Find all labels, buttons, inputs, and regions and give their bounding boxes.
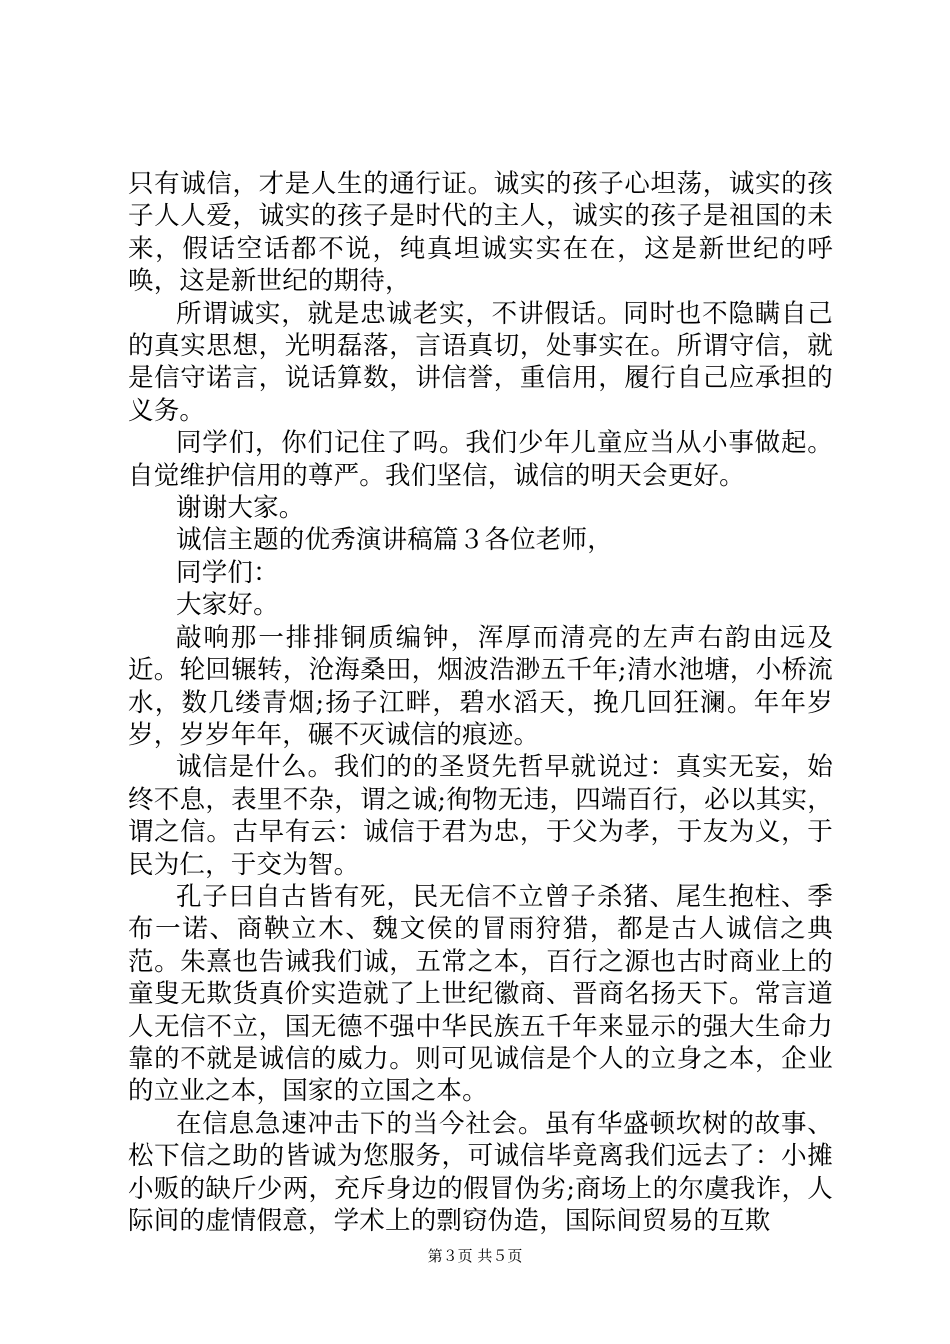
paragraph-10: 孔子曰自古皆有死，民无信不立曾子杀猪、尾生抱柱、季布一诺、商鞅立木、魏文侯的冒雨狩猎，都是古人诚信之典范。朱熹也告诫我们诚，五常之本，百行之源也古时商业上的童叟无欺货真价实造就了上世纪徽商、晋商名扬天下。常言道人无信不立，国无德不强中华民族五千年来显示的强大生命力靠的不就是诚信的威力。则可见诚信是个人的立身之本，企业的立业之本，国家的立国之本。 (128, 881, 833, 1107)
paragraph-2: 所谓诚实，就是忠诚老实，不讲假话。同时也不隐瞒自己的真实思想，光明磊落，言语真切，处事实在。所谓守信，就是信守诺言，说话算数，讲信誉，重信用，履行自己应承担的义务。 (128, 298, 833, 426)
paragraph-5: 诚信主题的优秀演讲稿篇３各位老师， (176, 525, 613, 556)
page-number-footer: 第３页 共５页 (427, 1247, 523, 1265)
paragraph-8: 敲响那一排排铜质编钟，浑厚而清亮的左声右韵由远及近。轮回辗转，沧海桑田，烟波浩渺五千年;清水池塘，小桥流水，数几缕青烟;扬子江畔，碧水滔天，挽几回狂澜。年年岁岁，岁岁年年，碾不灭诚信的痕迹。 (128, 622, 833, 750)
paragraph-7: 大家好。 (176, 590, 279, 621)
document-body (128, 168, 833, 1237)
paragraph-4: 谢谢大家。 (176, 493, 305, 524)
paragraph-3: 同学们，你们记住了吗。我们少年儿童应当从小事做起。自觉维护信用的尊严。我们坚信，诚信的明天会更好。 (128, 428, 833, 491)
paragraph-11: 在信息急速冲击下的当今社会。虽有华盛顿坎树的故事、松下信之助的皆诚为您服务，可诚信毕竟离我们远去了：小摊小贩的缺斤少两，充斥身边的假冒伪劣;商场上的尔虞我诈，人际间的虚情假意，学术上的剽窃伪造，国际间贸易的互欺 (128, 1108, 833, 1236)
paragraph-6: 同学们： (176, 557, 279, 588)
paragraph-9: 诚信是什么。我们的的圣贤先哲早就说过：真实无妄，始终不息，表里不杂，谓之诚;徇物无违，四端百行，必以其实，谓之信。古早有云：诚信于君为忠，于父为孝，于友为义，于民为仁，于交为智。 (128, 752, 833, 880)
paragraph-1: 只有诚信，才是人生的通行证。诚实的孩子心坦荡，诚实的孩子人人爱，诚实的孩子是时代的主人，诚实的孩子是祖国的未来，假话空话都不说，纯真坦诚实实在在，这是新世纪的呼唤，这是新世纪的期待， (128, 169, 833, 297)
